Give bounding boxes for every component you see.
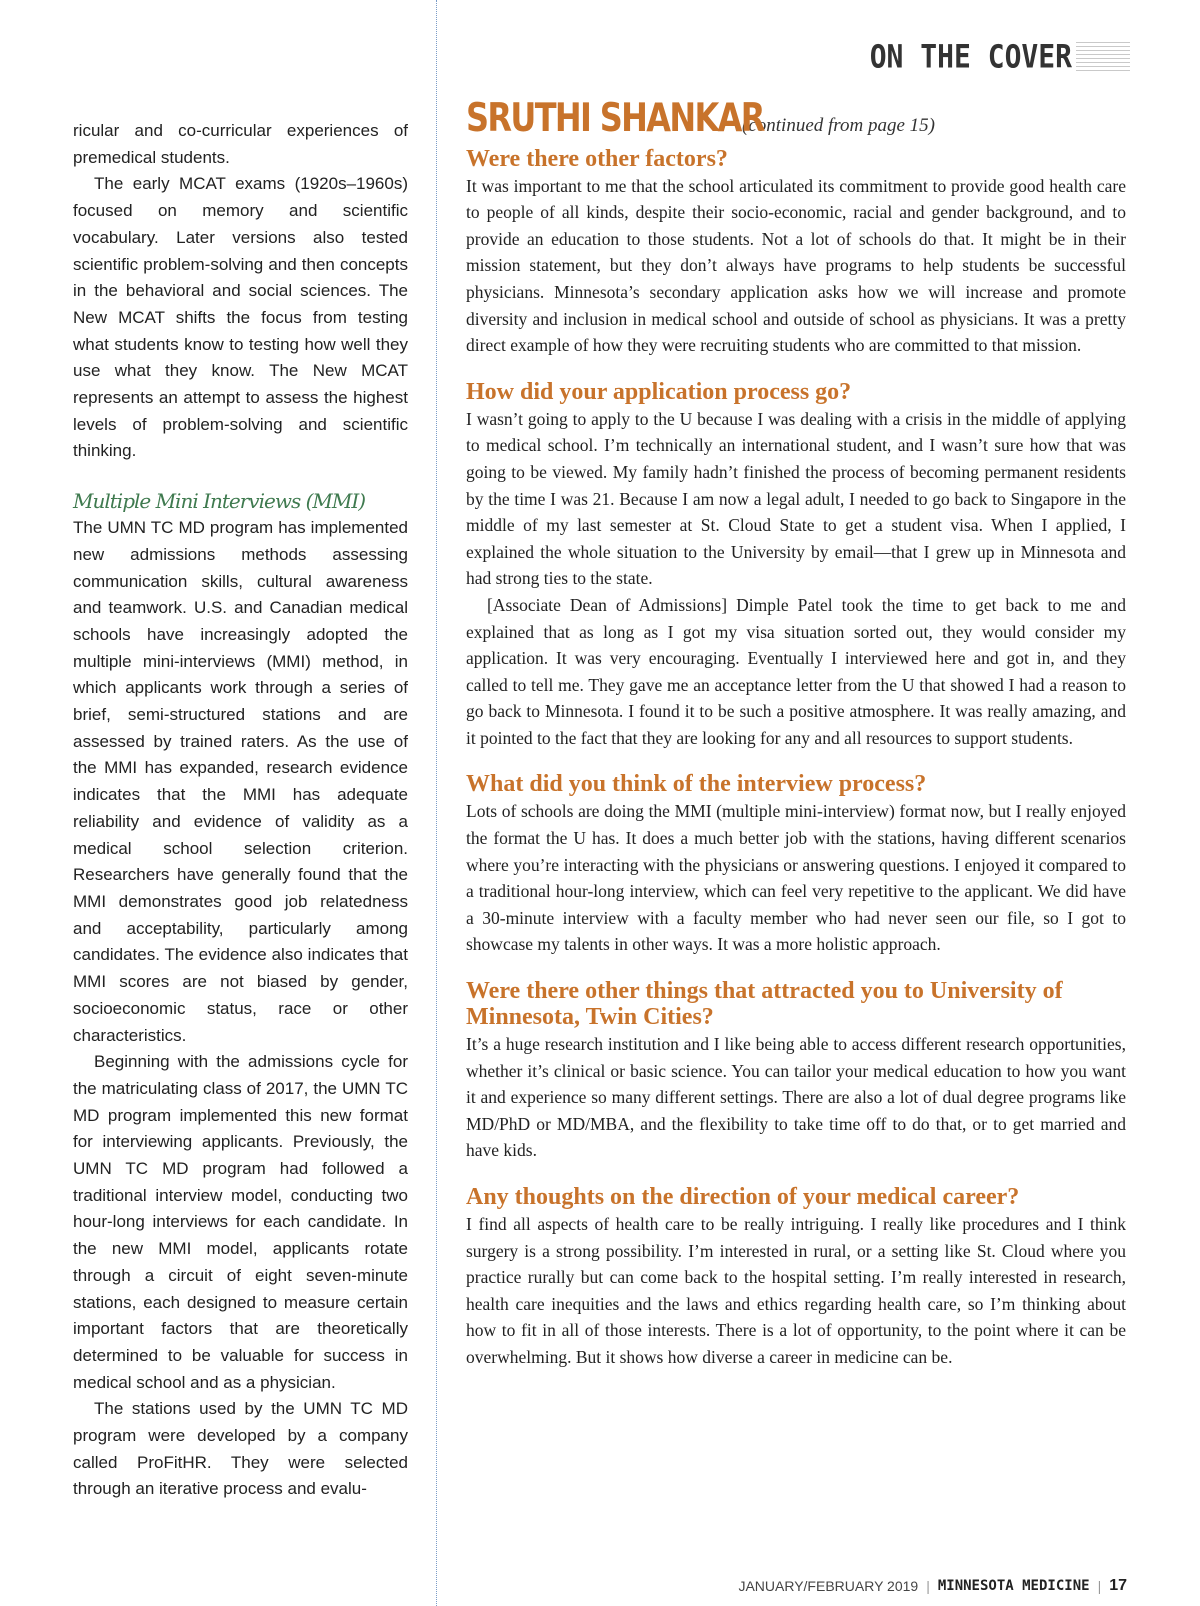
footer-date: JANUARY/FEBRUARY 2019 — [738, 1578, 919, 1594]
answer-5: I find all aspects of health care to be really intriguing. I really like procedures and I think surgery is a strong possibility. I’m interested in rural, or a setting like St. Cloud where you practice rurally but can come back to the hospital setting. I’m really interested in research, health care inequities and the laws and ethics regarding health care, so I’m thinking about how to fit in all of those interests. There is a lot of opportunity, to the point where it can be overwhelming. But it shows how diverse a career in medicine can be. — [466, 1214, 1126, 1367]
question-2: How did your application process go? — [466, 378, 852, 405]
left-paragraph-2: The early MCAT exams (1920s–1960s) focused on memory and scientific vocabulary. Later versions also tested scientific problem-solving and then concepts in the behavioral and social sciences. The New MCAT shifts the focus from testing what students know to testing how well they use what they know. The New MCAT represents an attempt to assess the highest levels of problem-solving and scientific thinking. — [73, 174, 408, 461]
answer-2b: [Associate Dean of Admissions] Dimple Patel took the time to get back to me and explained that as long as I got my visa situation sorted out, they would consider my application. It was very encouraging. Eventually I interviewed here and got in, and they called to tell me. They gave me an acceptance letter from the U that showed I had a reason to go back to Minnesota. I found it to be such a positive atmosphere. It was really amazing, and it pointed to the fact that they are looking for any and all resources to support students. — [466, 594, 1126, 748]
left-paragraph-5: The stations used by the UMN TC MD program were developed by a company called ProFitHR. They were selected through an iterative process and evalu- — [73, 1399, 408, 1499]
left-paragraph-4: Beginning with the admissions cycle for the matriculating class of 2017, the UMN TC MD program implemented this new format for interviewing applicants. Previously, the UMN TC MD program had followed a traditional interview model, conducting two hour-long interviews for each candidate. In the new MMI model, applicants rotate through a circuit of eight seven-minute stations, each designed to measure certain important factors that are theoretically determined to be valuable for success in medical school and as a physician. — [73, 1052, 408, 1392]
continued-note: (continued from page 15) — [742, 115, 935, 136]
article-title-name: SRUTHI SHANKAR — [466, 96, 764, 141]
footer-separator-2: | — [1097, 1578, 1102, 1594]
left-column — [73, 118, 408, 1503]
section-header — [869, 37, 1130, 76]
section-stripe-decoration — [1076, 42, 1130, 72]
answer-4: It’s a huge research institution and I like being able to access different research opportunities, whether it’s clinical or basic science. You can tailor your medical education to how you want it and experience so many different settings. There are also a lot of dual degree programs like MD/PhD or MD/MBA, and the flexibility to take time off to do that, or to get married and have kids. — [466, 1034, 1126, 1161]
page-footer — [738, 1577, 1127, 1595]
footer-magazine-name: MINNESOTA MEDICINE — [937, 1578, 1090, 1594]
right-column — [466, 96, 1126, 1371]
page-number: 17 — [1109, 1577, 1127, 1594]
question-3: What did you think of the interview process? — [466, 771, 927, 798]
question-5: Any thoughts on the direction of your medical career? — [466, 1184, 1020, 1210]
answer-3: Lots of schools are doing the MMI (multiple mini-interview) format now, but I really enjoyed the format the U has. It does a much better job with the stations, having different scenarios where you’re interacting with the physicians or answering questions. I enjoyed it compared to a traditional hour-long interview, which can feel very repetitive to the applicant. We did have a 30-minute interview with a faculty member who had never seen our file, so I got to showcase my talents in other ways. It was a more holistic approach. — [466, 801, 1126, 955]
left-paragraph-3: The UMN TC MD program has implemented new admissions methods assessing communication skills, cultural awareness and teamwork. U.S. and Canadian medical schools have increasingly adopted the multiple mini-interviews (MMI) method, in which applicants work through a series of brief, semi-structured stations and are assessed by trained raters. As the use of the MMI has expanded, research evidence indicates that the MMI has adequate reliability and evidence of validity as a medical school selection criterion. Researchers have generally found that the MMI demonstrates good job relatedness and acceptability, particularly among candidates. The evidence also indicates that MMI scores are not biased by gender, socioeconomic status, race or other characteristics. — [73, 518, 408, 1045]
column-divider — [436, 0, 437, 1606]
left-paragraph-1: ricular and co-curricular experiences of premedical students. — [73, 121, 408, 167]
article-title-row — [466, 96, 1126, 141]
question-4: Were there other things that attracted you to University of Minnesota, Twin Cities? — [466, 978, 1063, 1031]
question-1: Were there other factors? — [466, 145, 728, 172]
footer-separator-1: | — [926, 1578, 930, 1594]
left-subheading-mmi: Multiple Mini Interviews (MMI) — [73, 489, 366, 514]
section-label: ON THE COVER — [869, 37, 1072, 76]
answer-1: It was important to me that the school articulated its commitment to provide good health care to people of all kinds, despite their socio-economic, racial and gender background, and to provide an education to those students. Not a lot of schools do that. It might be in their mission statement, but they don’t always have programs to help students be successful physicians. Minnesota’s secondary application asks how we will increase and promote diversity and inclusion in medical school and outside of school as physicians. It was a pretty direct example of how they were recruiting students who are committed to that mission. — [466, 175, 1126, 356]
answer-2a: I wasn’t going to apply to the U because I was dealing with a crisis in the middle of applying to medical school. I’m technically an international student, and I wasn’t sure how that was going to be viewed. My family hadn’t finished the process of becoming permanent residents by the time I was 21. Because I am now a legal adult, I needed to go back to Singapore in the middle of my last semester at St. Cloud State to get a student visa. When I applied, I explained the whole situation to the University by email—that I grew up in Minnesota and had strong ties to the state. — [466, 408, 1126, 589]
